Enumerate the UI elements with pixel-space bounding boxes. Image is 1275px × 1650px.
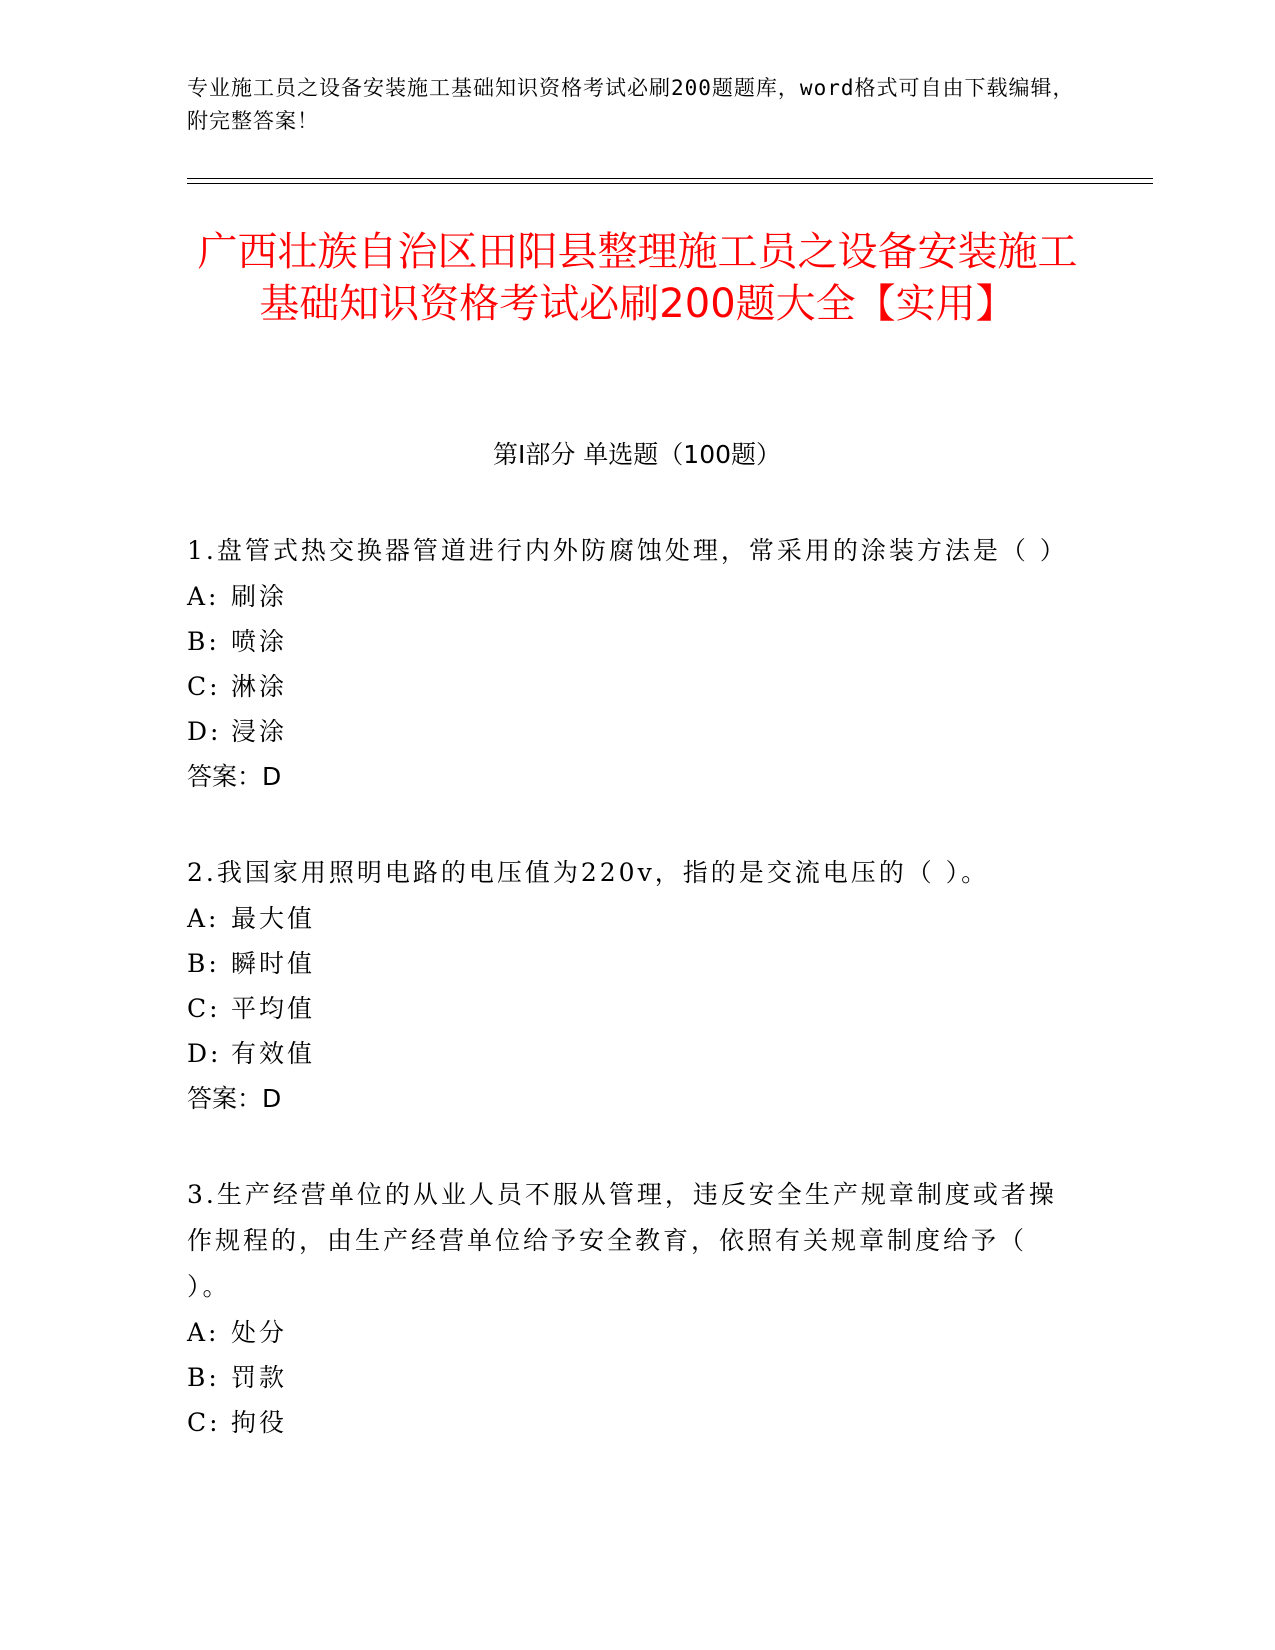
question-list	[187, 528, 1077, 1495]
option-letter: B:	[187, 1363, 220, 1392]
option-text: 罚款	[231, 1363, 288, 1392]
option-text: 处分	[231, 1318, 288, 1347]
question-2	[187, 850, 1077, 1122]
option-text: 平均值	[231, 994, 316, 1023]
option-text: 刷涂	[231, 582, 288, 611]
option-d	[187, 1031, 1077, 1076]
option-letter: D:	[187, 1039, 222, 1068]
question-1	[187, 528, 1077, 800]
option-letter: A:	[187, 582, 220, 611]
section-heading: 第I部分 单选题（100题）	[492, 440, 782, 469]
option-b	[187, 619, 1077, 664]
option-c	[187, 986, 1077, 1031]
option-text: 最大值	[231, 904, 316, 933]
option-d	[187, 709, 1077, 754]
option-letter: B:	[187, 627, 220, 656]
option-letter: A:	[187, 1318, 220, 1347]
option-c	[187, 1400, 1077, 1445]
option-text: 浸涂	[231, 717, 288, 746]
option-text: 喷涂	[231, 627, 288, 656]
answer-label: 答案：D	[187, 762, 282, 791]
option-text: 拘役	[231, 1408, 288, 1437]
option-text: 淋涂	[231, 672, 288, 701]
option-a	[187, 574, 1077, 619]
question-text: 2.我国家用照明电路的电压值为220v，指的是交流电压的（ ）。	[187, 858, 990, 887]
document-title: 广西壮族自治区田阳县整理施工员之设备安装施工基础知识资格考试必刷200题大全【实用】	[197, 229, 1078, 327]
answer-label: 答案：D	[187, 1084, 282, 1113]
option-letter: C:	[187, 672, 221, 701]
option-letter: B:	[187, 949, 220, 978]
option-text: 有效值	[231, 1039, 316, 1068]
option-c	[187, 664, 1077, 709]
header-divider-top	[187, 178, 1153, 179]
option-letter: C:	[187, 1408, 221, 1437]
header-note: 专业施工员之设备安装施工基础知识资格考试必刷200题题库，word格式可自由下载编辑，附完整答案！	[187, 76, 1075, 133]
option-a	[187, 1310, 1077, 1355]
option-letter: D:	[187, 717, 222, 746]
option-letter: A:	[187, 904, 220, 933]
header-divider-bottom	[187, 183, 1153, 184]
option-a	[187, 896, 1077, 941]
option-b	[187, 1355, 1077, 1400]
question-text: 1.盘管式热交换器管道进行内外防腐蚀处理，常采用的涂装方法是（ ）	[187, 536, 1068, 565]
question-text: 3.生产经营单位的从业人员不服从管理，违反安全生产规章制度或者操作规程的，由生产经营单位给予安全教育，依照有关规章制度给予（ ）。	[187, 1180, 1057, 1301]
question-3	[187, 1172, 1077, 1445]
option-text: 瞬时值	[231, 949, 316, 978]
option-letter: C:	[187, 994, 221, 1023]
option-b	[187, 941, 1077, 986]
